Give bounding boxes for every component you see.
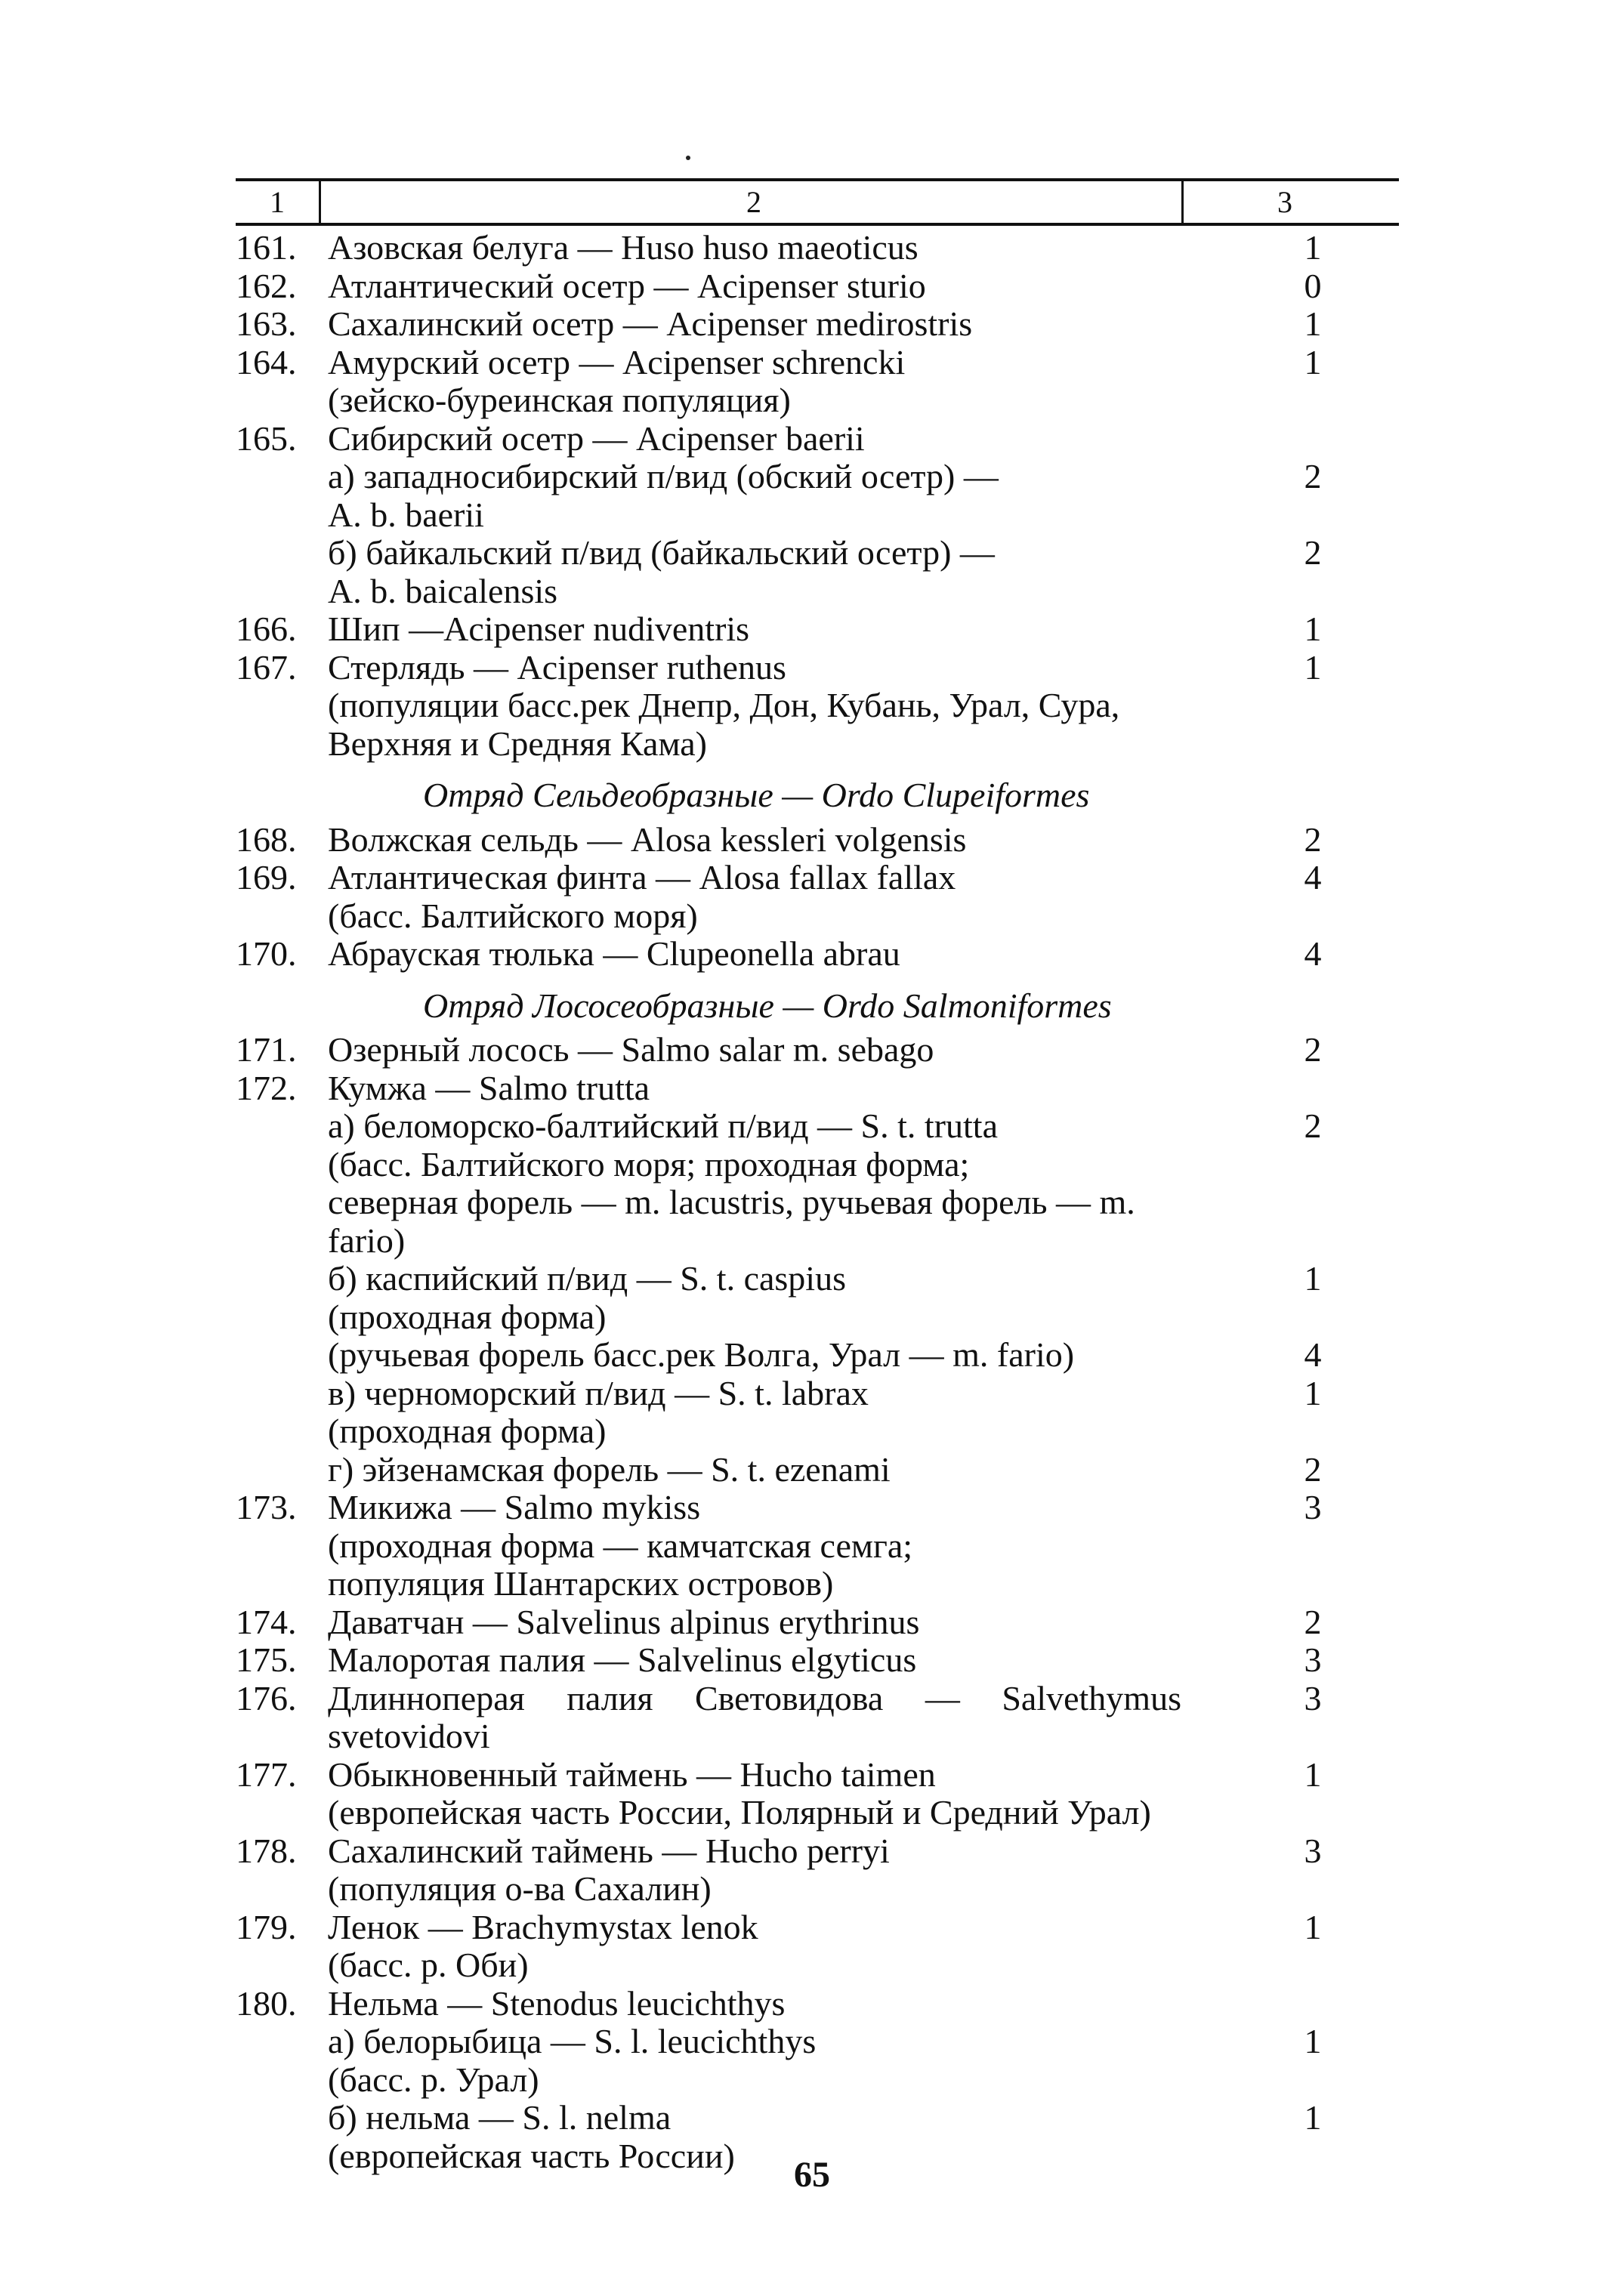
description-line: Абрауская тюлька — Clupeonella abrau	[328, 934, 900, 973]
header-col-2: 2	[746, 185, 761, 219]
description-line: (басс. Балтийского моря; проходная форма;	[328, 1144, 970, 1183]
table-row	[236, 610, 1399, 649]
description-line: а) беломорско-балтийский п/вид — S. t. trutta	[328, 1106, 998, 1145]
status-category: 2	[1304, 1106, 1322, 1145]
species-description	[328, 821, 1181, 859]
description-line: (европейская часть России)	[328, 2136, 735, 2175]
status-category: 2	[1304, 1449, 1322, 1489]
table-row	[236, 1832, 1399, 1909]
description-line: Атлантический осетр — Acipenser sturio	[328, 266, 926, 305]
status-category: 4	[1304, 934, 1322, 973]
description-line: Сахалинский таймень — Hucho perryi	[328, 1831, 890, 1870]
order-heading: Отряд Сельдеобразные — Ordo Clupeiformes	[423, 776, 1090, 814]
species-description	[328, 1489, 1181, 1603]
species-description	[328, 935, 1181, 974]
description-line: б) каспийский п/вид — S. t. caspius	[328, 1259, 846, 1298]
table-row	[236, 534, 1399, 610]
description-line: Малоротая палия — Salvelinus elgyticus	[328, 1640, 917, 1679]
status-category: 2	[1304, 1602, 1322, 1641]
species-description	[328, 2023, 1181, 2099]
description-line: Волжская сельдь — Alosa kessleri volgensis	[328, 819, 967, 859]
table-header	[236, 178, 1399, 226]
status-category: 1	[1304, 1373, 1322, 1412]
description-line: Атлантическая финта — Alosa fallax fallax	[328, 858, 956, 896]
header-col-3: 3	[1277, 185, 1292, 219]
species-description	[328, 1069, 1181, 1108]
entry-number: 175.	[236, 1640, 297, 1679]
status-category: 3	[1304, 1678, 1322, 1717]
entry-number: 167.	[236, 647, 297, 687]
entry-number: 171.	[236, 1030, 297, 1069]
entry-number: 180.	[236, 1983, 297, 2023]
species-description	[328, 1832, 1181, 1909]
species-description	[328, 1909, 1181, 1985]
status-category: 1	[1304, 1259, 1322, 1298]
entry-number: 161.	[236, 228, 297, 267]
table-row	[236, 1489, 1399, 1603]
table-row	[236, 267, 1399, 306]
table-row	[236, 458, 1399, 534]
status-category: 2	[1304, 533, 1322, 572]
header-divider	[1181, 178, 1184, 226]
status-category: 1	[1304, 342, 1322, 381]
description-line: (проходная форма — камчатская семга;	[328, 1526, 913, 1565]
description-line: б) нельма — S. l. nelma	[328, 2098, 672, 2137]
table-row	[236, 1985, 1399, 2023]
status-category: 2	[1304, 819, 1322, 859]
description-line: (ручьевая форель басс.рек Волга, Урал — m. fario)	[328, 1335, 1075, 1374]
entry-number: 178.	[236, 1831, 297, 1870]
species-description	[328, 610, 1181, 649]
description-line: (басс. р. Урал)	[328, 2060, 539, 2099]
description-line: а) западносибирский п/вид (обский осетр) —	[328, 457, 999, 495]
entry-number: 165.	[236, 418, 297, 458]
species-description	[328, 458, 1181, 534]
entry-number: 163.	[236, 304, 297, 343]
species-description	[328, 305, 1181, 344]
species-description	[328, 1260, 1181, 1336]
table-row	[236, 859, 1399, 935]
species-description	[328, 1451, 1181, 1489]
description-line: г) эйзенамская форель — S. t. ezenami	[328, 1449, 891, 1489]
table-row	[236, 1680, 1399, 1756]
entry-number: 162.	[236, 266, 297, 305]
description-line: северная форель — m. lacustris, ручьевая форель — m.	[328, 1183, 1135, 1221]
status-category: 3	[1304, 1640, 1322, 1679]
description-line: Ленок — Brachymystax lenok	[328, 1907, 758, 1946]
status-category: 1	[1304, 2098, 1322, 2137]
species-description	[328, 1641, 1181, 1680]
status-category: 3	[1304, 1831, 1322, 1870]
description-line: популяция Шантарских островов)	[328, 1564, 834, 1603]
entry-number: 173.	[236, 1488, 297, 1526]
description-line: Озерный лосось — Salmo salar m. sebago	[328, 1030, 934, 1069]
table-row	[236, 1909, 1399, 1985]
header-col-1: 1	[270, 185, 285, 219]
description-line: (зейско-буреинская популяция)	[328, 381, 791, 419]
table-row	[236, 1260, 1399, 1336]
entry-number: 170.	[236, 934, 297, 973]
description-line: в) черноморский п/вид — S. t. labrax	[328, 1373, 869, 1412]
species-description	[328, 1336, 1181, 1375]
status-category: 2	[1304, 1030, 1322, 1069]
entry-number: 176.	[236, 1678, 297, 1717]
table-row	[236, 305, 1399, 344]
status-category: 1	[1304, 228, 1322, 267]
table-row	[236, 420, 1399, 458]
table-row	[236, 1107, 1399, 1260]
table-body	[236, 226, 1399, 2175]
entry-number: 169.	[236, 858, 297, 896]
table-row	[236, 229, 1399, 267]
table-row	[236, 1603, 1399, 1642]
species-description	[328, 1107, 1181, 1260]
species-description	[328, 1375, 1181, 1451]
table-row	[236, 1375, 1399, 1451]
species-description	[328, 649, 1181, 764]
species-description	[328, 1756, 1181, 1832]
description-line: svetovidovi	[328, 1717, 490, 1755]
species-description	[328, 420, 1181, 458]
description-line: Даватчан — Salvelinus alpinus erythrinus	[328, 1602, 920, 1641]
description-line: Шип —Acipenser nudiventris	[328, 609, 750, 648]
order-heading: Отряд Лососеобразные — Ordo Salmoniformes	[423, 986, 1112, 1025]
species-description	[328, 1031, 1181, 1069]
description-line: Длиннoперая палия Световидова — Salvethymus	[328, 1678, 1181, 1717]
status-category: 1	[1304, 304, 1322, 343]
status-category: 4	[1304, 858, 1322, 896]
description-line: (басс. Балтийского моря)	[328, 896, 698, 935]
species-description	[328, 267, 1181, 306]
status-category: 3	[1304, 1488, 1322, 1526]
table-row	[236, 649, 1399, 764]
table-row	[236, 1756, 1399, 1832]
species-description	[328, 1603, 1181, 1642]
table-row	[236, 1069, 1399, 1108]
species-description	[328, 344, 1181, 420]
description-line: Обыкновенный таймень — Hucho taimen	[328, 1754, 936, 1794]
table-row	[236, 1451, 1399, 1489]
description-line: А. b. baicalensis	[328, 571, 558, 610]
table-row	[236, 935, 1399, 974]
entry-number: 179.	[236, 1907, 297, 1946]
description-line: fario)	[328, 1221, 406, 1260]
description-line: (басс. р. Оби)	[328, 1946, 529, 1984]
entry-number: 166.	[236, 609, 297, 648]
species-table	[236, 178, 1399, 2175]
species-description	[328, 1985, 1181, 2023]
entry-number: 177.	[236, 1754, 297, 1794]
status-category: 0	[1304, 266, 1322, 305]
status-category: 1	[1304, 1907, 1322, 1946]
entry-number: 168.	[236, 819, 297, 859]
status-category: 1	[1304, 609, 1322, 648]
description-line: б) байкальский п/вид (байкальский осетр) —	[328, 533, 995, 572]
description-line: (популяция о-ва Сахалин)	[328, 1869, 712, 1908]
table-row	[236, 1641, 1399, 1680]
status-category: 2	[1304, 457, 1322, 495]
header-divider	[319, 178, 321, 226]
description-line: Стерлядь — Acipenser ruthenus	[328, 647, 786, 687]
description-line: (популяции басс.рек Днепр, Дон, Кубань, Урал, Сура,	[328, 686, 1120, 724]
table-row	[236, 1336, 1399, 1375]
description-line: Сахалинский осетр — Acipenser medirostris	[328, 304, 973, 343]
status-category: 4	[1304, 1335, 1322, 1374]
table-row	[236, 344, 1399, 420]
status-category: 1	[1304, 1754, 1322, 1794]
description-line: (проходная форма)	[328, 1412, 607, 1450]
description-line: а) белорыбица — S. l. leucichthys	[328, 2022, 817, 2060]
table-row	[236, 2023, 1399, 2099]
status-category: 1	[1304, 647, 1322, 687]
entry-number: 172.	[236, 1068, 297, 1107]
description-line: Азовская белуга — Huso huso maeoticus	[328, 228, 919, 267]
description-line: Верхняя и Средняя Кама)	[328, 724, 708, 763]
print-speck	[686, 156, 690, 160]
page-number: 65	[794, 2155, 830, 2195]
species-description	[328, 859, 1181, 935]
table-row	[236, 1031, 1399, 1069]
description-line: А. b. baerii	[328, 495, 484, 534]
description-line: Амурский осетр — Acipenser schrencki	[328, 342, 906, 381]
description-line: Сибирский осетр — Acipenser baerii	[328, 418, 865, 458]
description-line: Кумжа — Salmo trutta	[328, 1068, 650, 1107]
entry-number: 174.	[236, 1602, 297, 1641]
species-description	[328, 1680, 1181, 1756]
species-description	[328, 534, 1181, 610]
description-line: (проходная форма)	[328, 1297, 607, 1336]
table-row	[236, 821, 1399, 859]
status-category: 1	[1304, 2022, 1322, 2060]
description-line: Нельма — Stenodus leucichthys	[328, 1983, 786, 2023]
description-line: (европейская часть России, Полярный и Средний Урал)	[328, 1793, 1151, 1832]
description-line: Микижа — Salmo mykiss	[328, 1488, 701, 1526]
entry-number: 164.	[236, 342, 297, 381]
species-description	[328, 229, 1181, 267]
